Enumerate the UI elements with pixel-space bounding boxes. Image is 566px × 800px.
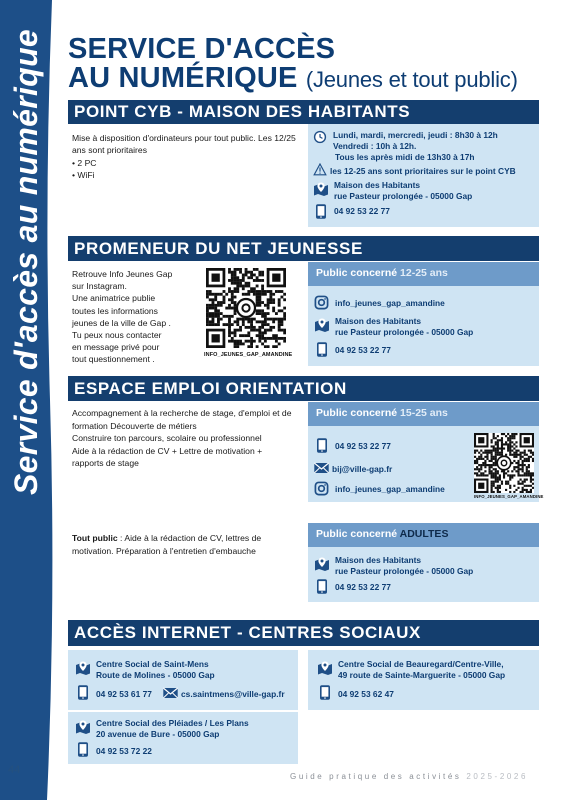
side-band xyxy=(0,0,57,800)
emploi-email[interactable]: bij@ville-gap.fr xyxy=(332,464,393,474)
promeneur-desc-line: Tu peux nous contacter xyxy=(72,330,162,341)
public-concerne-header xyxy=(308,523,539,547)
map-icon xyxy=(314,317,330,333)
page-title xyxy=(68,35,518,94)
cyb-address-2: rue Pasteur prolongée - 05000 Gap xyxy=(334,191,473,201)
cyb-bullet-pc: • 2 PC xyxy=(72,157,97,168)
public-label: Public concerné xyxy=(316,267,398,279)
qr-label: INFO_JEUNES_GAP_AMANDINE xyxy=(474,494,544,499)
instagram-icon xyxy=(314,295,329,310)
promeneur-desc-line: sur Instagram. xyxy=(72,281,127,292)
promeneur-desc-line: toutes les informations xyxy=(72,305,158,316)
adultes-address-2: rue Pasteur prolongée - 05000 Gap xyxy=(335,566,474,576)
mail-icon xyxy=(313,460,330,476)
promeneur-desc-line: tout questionnement . xyxy=(72,354,155,365)
public-value: ADULTES xyxy=(399,528,449,540)
section-heading-emploi: ESPACE EMPLOI ORIENTATION xyxy=(68,376,539,401)
promeneur-desc-line: en message privé pour xyxy=(72,342,160,353)
section-heading-internet: ACCÈS INTERNET - CENTRES SOCIAUX xyxy=(68,620,539,646)
emploi-desc-line: Construire ton parcours, scolaire ou professionnel xyxy=(72,433,262,444)
center-address: 20 avenue de Bure - 05000 Gap xyxy=(96,729,220,739)
promeneur-address-2: rue Pasteur prolongée - 05000 Gap xyxy=(335,327,474,337)
public-label: Public concerné xyxy=(316,528,398,540)
center-phone: 04 92 53 72 22 xyxy=(96,746,152,756)
center-name: Centre Social de Beauregard/Centre-Ville, xyxy=(338,659,504,669)
promeneur-instagram[interactable]: info_jeunes_gap_amandine xyxy=(335,298,445,308)
promeneur-desc-line: jeunes de la ville de Gap . xyxy=(72,317,171,328)
promeneur-desc-line: Une animatrice publie xyxy=(72,293,156,304)
center-phone: 04 92 53 62 47 xyxy=(338,689,394,699)
title-subtitle: (Jeunes et tout public) xyxy=(305,67,518,92)
footer-text: Guide pratique des activités xyxy=(290,772,462,781)
section-heading-promeneur: PROMENEUR DU NET JEUNESSE xyxy=(68,236,539,261)
tout-public-line-1 xyxy=(72,532,304,545)
cyb-phone: 04 92 53 22 77 xyxy=(334,206,390,216)
cyb-desc: Mise à disposition d'ordinateurs pour tout public. Les 12/25 ans sont prioritaires xyxy=(72,133,296,156)
center-name: Centre Social des Pléiades / Les Plans xyxy=(96,718,249,728)
warning-icon xyxy=(313,163,327,176)
page-number: 44 xyxy=(8,764,21,776)
qr-code-instagram[interactable] xyxy=(474,433,534,493)
promeneur-address-1: Maison des Habitants xyxy=(335,316,422,326)
phone-icon xyxy=(314,437,330,454)
center-email[interactable]: cs.saintmens@ville-gap.fr xyxy=(181,689,285,699)
tout-public-desc: : Aide à la rédaction de CV, lettres de xyxy=(117,533,262,543)
phone-icon xyxy=(314,578,330,595)
center-phone: 04 92 53 61 77 xyxy=(96,689,152,699)
public-value: 15-25 ans xyxy=(400,407,448,419)
map-icon xyxy=(314,556,330,572)
cyb-hours-1: Lundi, mardi, mercredi, jeudi : 8h30 à 12h xyxy=(333,130,498,140)
qr-code-instagram[interactable] xyxy=(206,268,286,348)
center-address: Route de Molines - 05000 Gap xyxy=(96,670,215,680)
mail-icon xyxy=(162,685,179,701)
emploi-instagram[interactable]: info_jeunes_gap_amandine xyxy=(335,484,445,494)
map-icon xyxy=(75,719,91,735)
cyb-priority: les 12-25 ans sont prioritaires sur le point CYB xyxy=(330,166,516,176)
clock-icon xyxy=(313,130,327,144)
public-label: Public concerné xyxy=(316,407,398,419)
emploi-phone: 04 92 53 22 77 xyxy=(335,441,391,451)
map-icon xyxy=(317,660,333,676)
adultes-address-1: Maison des Habitants xyxy=(335,555,422,565)
phone-icon xyxy=(313,203,329,220)
cyb-address-1: Maison des Habitants xyxy=(334,180,421,190)
public-concerne-header xyxy=(308,402,539,426)
emploi-desc-line: Accompagnement à la recherche de stage, d'emploi et de xyxy=(72,408,292,418)
cyb-description xyxy=(72,132,300,182)
tout-public-label: Tout public xyxy=(72,533,118,543)
adultes-phone: 04 92 53 22 77 xyxy=(335,582,391,592)
emploi-desc-line: rapports de stage xyxy=(72,458,139,469)
qr-label: INFO_JEUNES_GAP_AMANDINE xyxy=(204,352,293,358)
emploi-description xyxy=(72,407,304,470)
cyb-hours-3: Tous les après midi de 13h30 à 17h xyxy=(335,152,475,162)
phone-icon xyxy=(317,684,333,701)
map-icon xyxy=(313,181,329,197)
footer-years: 2025-2026 xyxy=(466,772,529,781)
promeneur-desc-line: Retrouve Info Jeunes Gap xyxy=(72,269,173,279)
title-line-2: AU NUMÉRIQUE (Jeunes et tout public) xyxy=(68,62,518,94)
tout-public-text xyxy=(72,532,304,557)
emploi-desc-line: formation Découverte de métiers xyxy=(72,420,197,431)
tout-public-line-2: motivation. Préparation à l'entretien d'embauche xyxy=(72,545,256,556)
center-address: 49 route de Sainte-Marguerite - 05000 Gap xyxy=(338,670,506,680)
center-name: Centre Social de Saint-Mens xyxy=(96,659,209,669)
cyb-bullet-wifi: • WiFi xyxy=(72,170,95,181)
footer xyxy=(290,772,528,781)
map-icon xyxy=(75,660,91,676)
promeneur-description xyxy=(72,268,208,366)
section-heading-cyb: POINT CYB - MAISON DES HABITANTS xyxy=(68,100,539,124)
phone-icon xyxy=(75,684,91,701)
public-concerne-header xyxy=(308,262,539,286)
cyb-hours-2: Vendredi : 10h à 12h. xyxy=(333,141,417,151)
emploi-desc-line: Aide à la rédaction de CV + Lettre de motivation + xyxy=(72,445,263,456)
promeneur-phone: 04 92 53 22 77 xyxy=(335,345,391,355)
phone-icon xyxy=(75,741,91,758)
side-title: Service d'accès au numérique xyxy=(8,28,44,495)
instagram-icon xyxy=(314,481,329,496)
title-line-1: SERVICE D'ACCÈS xyxy=(68,33,336,65)
phone-icon xyxy=(314,341,330,358)
public-value: 12-25 ans xyxy=(400,267,448,279)
